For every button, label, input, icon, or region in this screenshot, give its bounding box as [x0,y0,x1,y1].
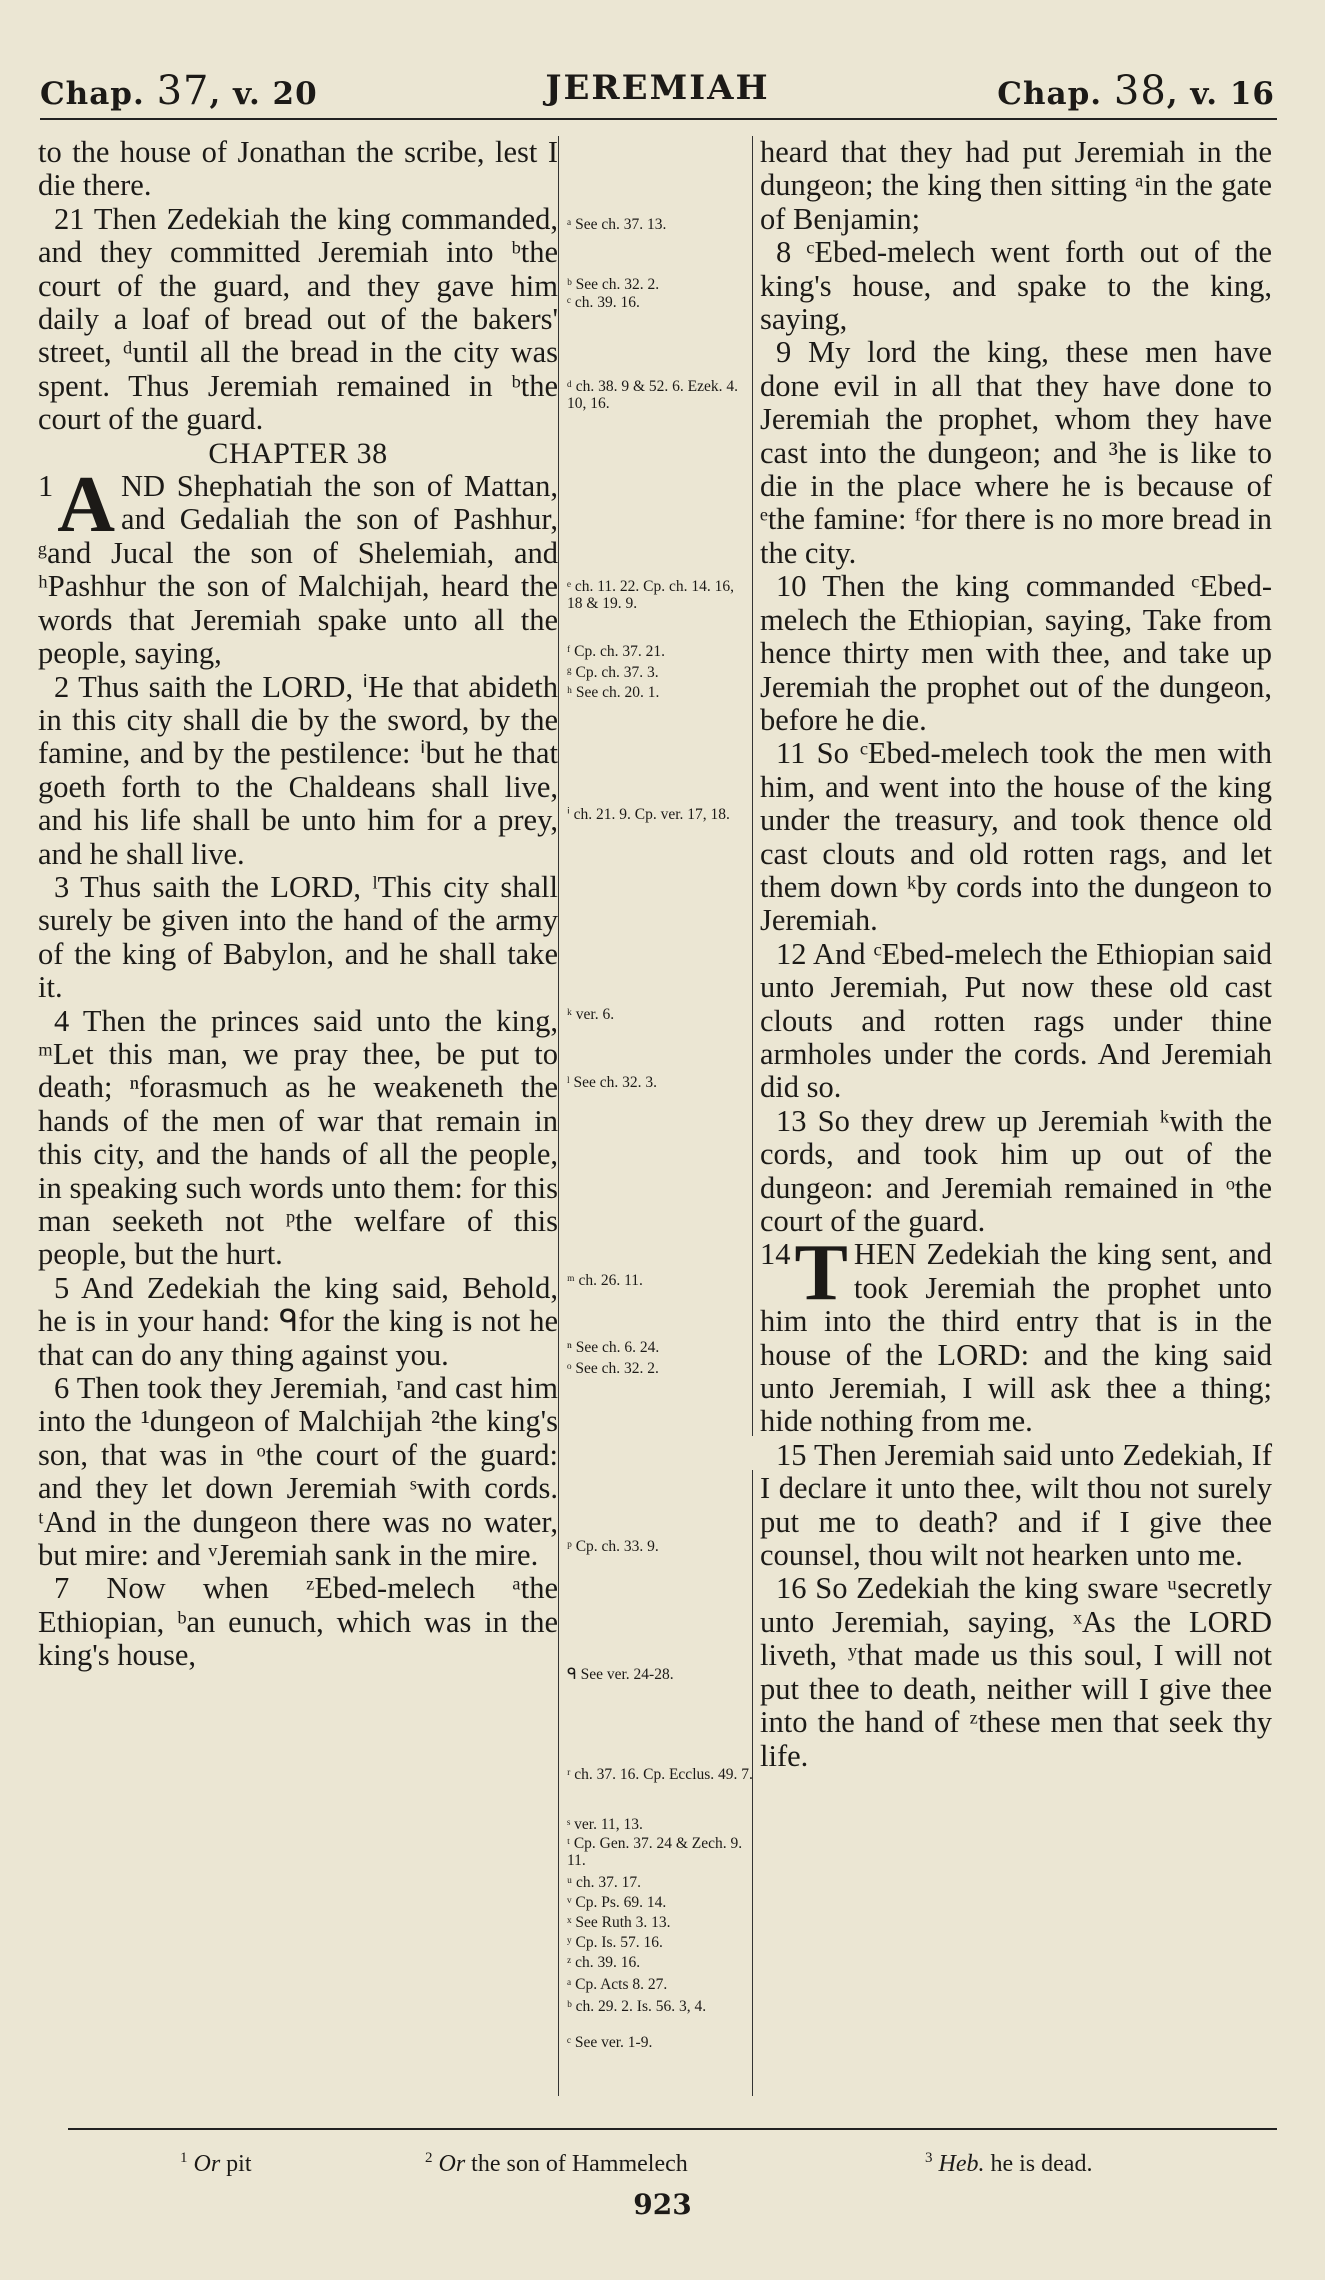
cross-reference: ᵃ See ch. 37. 13. [567,216,667,233]
cross-reference: ᵗ Cp. Gen. 37. 24 & Zech. 9. 11. [567,1835,743,1869]
footnote-2-or: Or [438,2151,466,2177]
right-column-paragraph: 9 My lord the king, these men have done evil in all that they have done to Jeremiah the prophet, whom they have cast into the dungeon; and ³he is like to die in the place where he is because of ᵉthe famine: ᶠfor there is no more bread in the city. [760,335,1272,570]
left-column-paragraph: 2 Thus saith the LORD, ⁱHe that abideth in this city shall die by the sword, by the famine, and by the pestilence: ⁱbut he that goeth forth to the Chaldeans shall live, and his life shall be unto him for a prey, and he shall live. [38,669,558,871]
book-title: JEREMIAH [545,68,770,108]
footnote-2-text: the son of Hammelech [471,2151,688,2177]
footnote-1-text: pit [226,2151,252,2177]
left-column-paragraph: to the house of Jonathan the scribe, lest I die there. [38,135,558,203]
left-column-paragraph: 7 Now when ᶻEbed-melech ᵃthe Ethiopian, ᵇan eunuch, which was in the king's house, [38,1571,558,1673]
footnote-3-text: he is dead. [990,2151,1093,2177]
cross-reference: ᶜ See ver. 1-9. [567,2034,653,2051]
cross-reference: ˢ ver. 11, 13. [567,1816,643,1833]
cross-reference: ⁱ ch. 21. 9. Cp. ver. 17, 18. [567,806,730,823]
cross-reference-column [563,136,753,2096]
chapter-heading: CHAPTER 38 [208,436,388,470]
cross-reference: ᵈ ch. 38. 9 & 52. 6. Ezek. 4. 10, 16. [567,378,738,412]
left-column-paragraph: 5 And Zedekiah the king said, Behold, he is in your hand: ᑫfor the king is not he that can do any thing against you. [38,1270,558,1372]
cross-reference: ʰ See ch. 20. 1. [567,684,660,701]
right-column-paragraph: 15 Then Jeremiah said unto Zedekiah, If I declare it unto thee, wilt thou not surely put me to death? and if I give thee counsel, thou wilt not hearken unto me. [760,1437,1272,1573]
left-column-paragraph: 21 Then Zedekiah the king commanded, and they committed Jeremiah into ᵇthe court of the guard, and they gave him daily a loaf of bread out of the bakers' street, ᵈuntil all the bread in the city was spent. Thus Jeremiah remained in ᵇthe court of the guard. [38,201,558,437]
cross-reference: ᵇ ch. 29. 2. Is. 56. 3, 4. [567,1998,707,2015]
header-right-verse: , v. 16 [1166,76,1275,112]
footnote-3 [925,2150,1092,2178]
footnote-2 [425,2150,688,2178]
footnote-3-heb: Heb. [938,2151,985,2177]
header-left-chapter: 37 [156,68,210,114]
cross-reference: ᑫ See ver. 24-28. [567,1666,674,1683]
footnote-rule [68,2128,1277,2130]
column-divider-left [558,136,559,2096]
right-column-paragraph: 11 So ᶜEbed-melech took the men with him, and went into the house of the king under the treasury, and took thence old cast clouts and old rotten rags, and let them down ᵏby cords into the dungeon to Jeremiah. [760,736,1272,938]
footnote-1 [180,2150,252,2178]
cross-reference: ˡ See ch. 32. 3. [567,1074,657,1091]
left-column-paragraph [38,461,558,671]
cross-reference: ᵒ See ch. 32. 2. [567,1360,659,1377]
cross-reference: ᵖ Cp. ch. 33. 9. [567,1538,659,1555]
left-column-paragraph: 4 Then the princes said unto the king, ᵐLet this man, we pray thee, be put to death; ⁿforasmuch as he weakeneth the hands of the men of war that remain in this city, and the hands of all the people, in speaking such words unto them: for this man seeketh not ᵖthe welfare of this people, but the hurt. [38,1003,558,1272]
header-rule [40,118,1277,120]
left-column-paragraph: 3 Thus saith the LORD, ˡThis city shall surely be given into the hand of the army of the king of Babylon, and he shall take it. [38,869,558,1005]
cross-reference: ʸ Cp. Is. 57. 16. [567,1934,663,1951]
cross-reference: ᵇ See ch. 32. 2. [567,276,660,293]
drop-cap: A [57,461,116,550]
right-column-paragraph [760,1229,1272,1439]
paragraph-text: HEN Zedekiah the king sent, and took Jeremiah the prophet unto him into the third entry that is in the house of the LORD: and the king said unto Jeremiah, I will ask thee a thing; hide nothing from me. [760,1237,1272,1439]
cross-reference: ᵏ ver. 6. [567,1006,615,1023]
right-column-paragraph: 12 And ᶜEbed-melech the Ethiopian said unto Jeremiah, Put now these old cast clouts and rotten rags under thine armholes under the cords. And Jeremiah did so. [760,936,1272,1105]
cross-reference: ᵘ ch. 37. 17. [567,1874,641,1891]
left-column-paragraph: 6 Then took they Jeremiah, ʳand cast him into the ¹dungeon of Malchijah ²the king's son, that was in ᵒthe court of the guard: and they let down Jeremiah ˢwith cords. ᵗAnd in the dungeon there was no water, but mire: and ᵛJeremiah sank in the mire. [38,1371,558,1573]
right-column-paragraph: heard that they had put Jeremiah in the dungeon; the king then sitting ᵃin the gate of Benjamin; [760,135,1272,236]
right-column-paragraph: 8 ᶜEbed-melech went forth out of the king's house, and spake to the king, saying, [760,235,1272,337]
right-column-paragraph: 16 So Zedekiah the king sware ᵘsecretly unto Jeremiah, saying, ˣAs the LORD liveth, ʸthat made us this soul, I will not put thee to death, neither will I give thee into the hand of ᶻthese men that seek thy life. [760,1571,1272,1773]
footnote-1-number: 1 [180,2150,188,2166]
cross-reference: ᵉ ch. 11. 22. Cp. ch. 14. 16, 18 & 19. 9. [567,578,734,612]
cross-reference: ˣ See Ruth 3. 13. [567,1914,671,1931]
footnote-1-or: Or [193,2151,221,2177]
cross-reference: ᵐ ch. 26. 11. [567,1272,643,1289]
running-header [40,62,1275,118]
header-right-reference [997,68,1275,114]
cross-reference: ⁿ See ch. 6. 24. [567,1339,660,1356]
header-right-prefix: Chap. [997,76,1103,112]
left-text-column [38,136,558,1673]
cross-reference: ᶠ Cp. ch. 37. 21. [567,643,665,660]
verse-number: 14 [760,1237,791,1272]
cross-reference: ᵛ Cp. Ps. 69. 14. [567,1894,667,1911]
header-right-chapter: 38 [1113,68,1167,114]
header-left-verse: , v. 20 [209,76,318,112]
cross-reference: ᶜ ch. 39. 16. [567,294,640,311]
cross-reference: ᶻ ch. 39. 16. [567,1954,641,1971]
right-text-column [760,136,1272,1773]
cross-reference: ᵃ Cp. Acts 8. 27. [567,1976,668,1993]
cross-reference: ᵍ Cp. ch. 37. 3. [567,664,659,681]
footnote-3-number: 3 [925,2150,933,2166]
drop-cap: T [794,1229,848,1318]
header-left-prefix: Chap. [40,76,145,112]
verse-number: 1 [38,469,54,504]
cross-reference: ʳ ch. 37. 16. Cp. Ecclus. 49. 7. [567,1766,753,1783]
right-column-paragraph: 13 So they drew up Jeremiah ᵏwith the cords, and took him up out of the dungeon: and Jeremiah remained in ᵒthe court of the guard. [760,1103,1272,1238]
page-number: 923 [633,2188,692,2221]
paragraph-text: ND Shephatiah the son of Mattan, and Gedaliah the son of Pashhur, ᵍand Jucal the son of Shelemiah, and ʰPashhur the son of Malchijah, heard the words that Jeremiah spake unto all the people, saying, [38,469,558,671]
footnote-2-number: 2 [425,2150,433,2166]
right-column-paragraph: 10 Then the king commanded ᶜEbed-melech the Ethiopian, saying, Take from hence thirty men with thee, and take up Jeremiah the prophet out of the dungeon, before he die. [760,569,1272,737]
